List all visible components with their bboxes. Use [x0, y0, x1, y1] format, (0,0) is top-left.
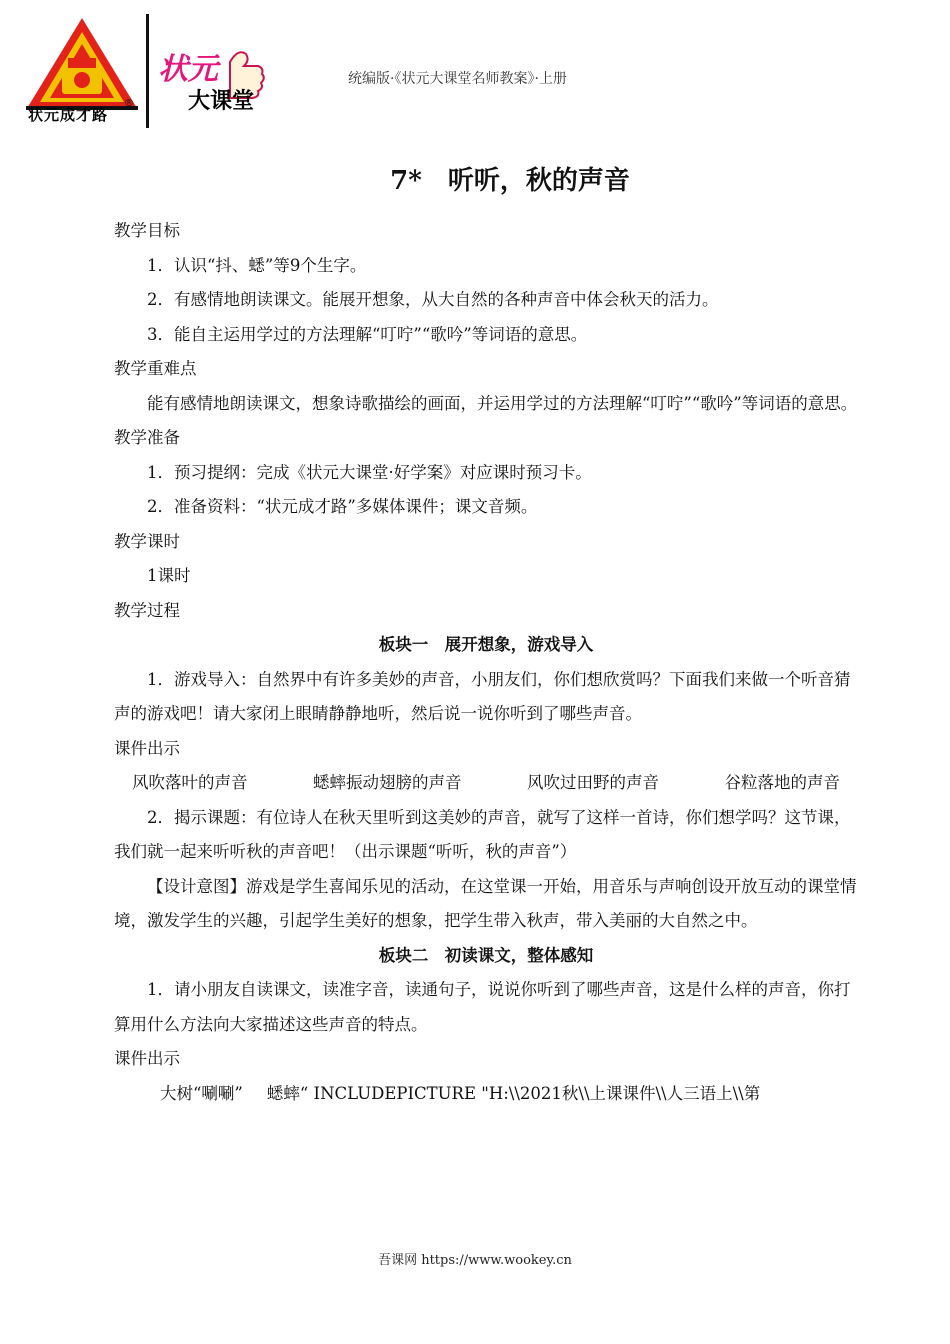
page-footer: 吾课网 https://www.wookey.cn	[378, 1253, 572, 1268]
logo-right-bottom: 大课堂	[188, 89, 255, 114]
block1-title: 板块一 展开想象，游戏导入	[378, 635, 594, 654]
ppt-item: 风吹过田野的声音	[527, 773, 659, 792]
logo-left-text: 状元成才路	[28, 106, 109, 124]
lesson-body	[114, 214, 858, 1111]
ppt2-line	[114, 1077, 858, 1112]
prep-heading: 教学准备	[114, 428, 180, 447]
ppt2-item-b: 蟋蟀“ INCLUDEPICTURE "H:\\2021秋\\上课课件\\人三语上\\第	[266, 1083, 761, 1103]
prep-item: 2．准备资料：“状元成才路”多媒体课件；课文音频。	[147, 497, 538, 516]
ppt2-item-a: 大树“唰唰”	[160, 1083, 243, 1103]
registered-mark: ®	[124, 98, 134, 109]
block1-paragraph-1: 1．游戏导入：自然界中有许多美妙的声音，小朋友们，你们想欣赏吗？下面我们来做一个听音猜声的游戏吧！请大家闭上眼睛静静地听，然后说一说你听到了哪些声音。	[114, 669, 851, 723]
design-intent: 【设计意图】游戏是学生喜闻乐见的活动，在这堂课一开始，用音乐与声响创设开放互动的课堂情境，激发学生的兴趣，引起学生美好的想象，把学生带入秋声，带入美丽的大自然之中。	[114, 876, 857, 930]
process-heading: 教学过程	[114, 600, 180, 620]
header-title: 统编版·《状元大课堂名师教案》·上册	[348, 71, 567, 87]
prep-item: 1．预习提纲：完成《状元大课堂·好学案》对应课时预习卡。	[147, 462, 592, 482]
block2-paragraph-1: 1．请小朋友自读课文，读准字音，读通句子，说说你听到了哪些声音，这是什么样的声音，你打算用什么方法向大家描述这些声音的特点。	[114, 980, 851, 1034]
header-divider	[146, 14, 149, 128]
goal-item: 1．认识“抖、蟋”等9个生字。	[147, 255, 367, 275]
hours-value: 1课时	[147, 566, 191, 585]
goals-heading: 教学目标	[114, 221, 180, 240]
ppt-item: 风吹落叶的声音	[132, 773, 248, 792]
block1-paragraph-2: 2．揭示课题：有位诗人在秋天里听到这美妙的声音，就写了这样一首诗，你们想学吗？这节课，我们就一起来听听秋的声音吧！（出示课题“听听，秋的声音”）	[114, 807, 851, 861]
keypoints-heading: 教学重难点	[114, 359, 197, 378]
lesson-title: 7* 听听，秋的声音	[390, 166, 630, 196]
goal-item: 2．有感情地朗读课文。能展开想象，从大自然的各种声音中体会秋天的活力。	[147, 290, 719, 309]
goal-item: 3．能自主运用学过的方法理解“叮咛”“歌吟”等词语的意思。	[147, 324, 588, 344]
logo-right-top: 状元	[158, 52, 218, 87]
hours-heading: 教学课时	[114, 531, 180, 551]
keypoints-text: 能有感情地朗读课文，想象诗歌描绘的画面，并运用学过的方法理解“叮咛”“歌吟”等词语的意思。	[147, 393, 858, 413]
ppt-label: 课件出示	[114, 738, 180, 758]
page-header	[0, 0, 950, 140]
ppt-label-2: 课件出示	[114, 1049, 180, 1068]
ppt-item: 谷粒落地的声音	[724, 773, 840, 792]
ppt-items	[114, 766, 858, 801]
ppt-item: 蟋蟀振动翅膀的声音	[313, 773, 462, 792]
block2-title: 板块二 初读课文，整体感知	[378, 945, 594, 965]
